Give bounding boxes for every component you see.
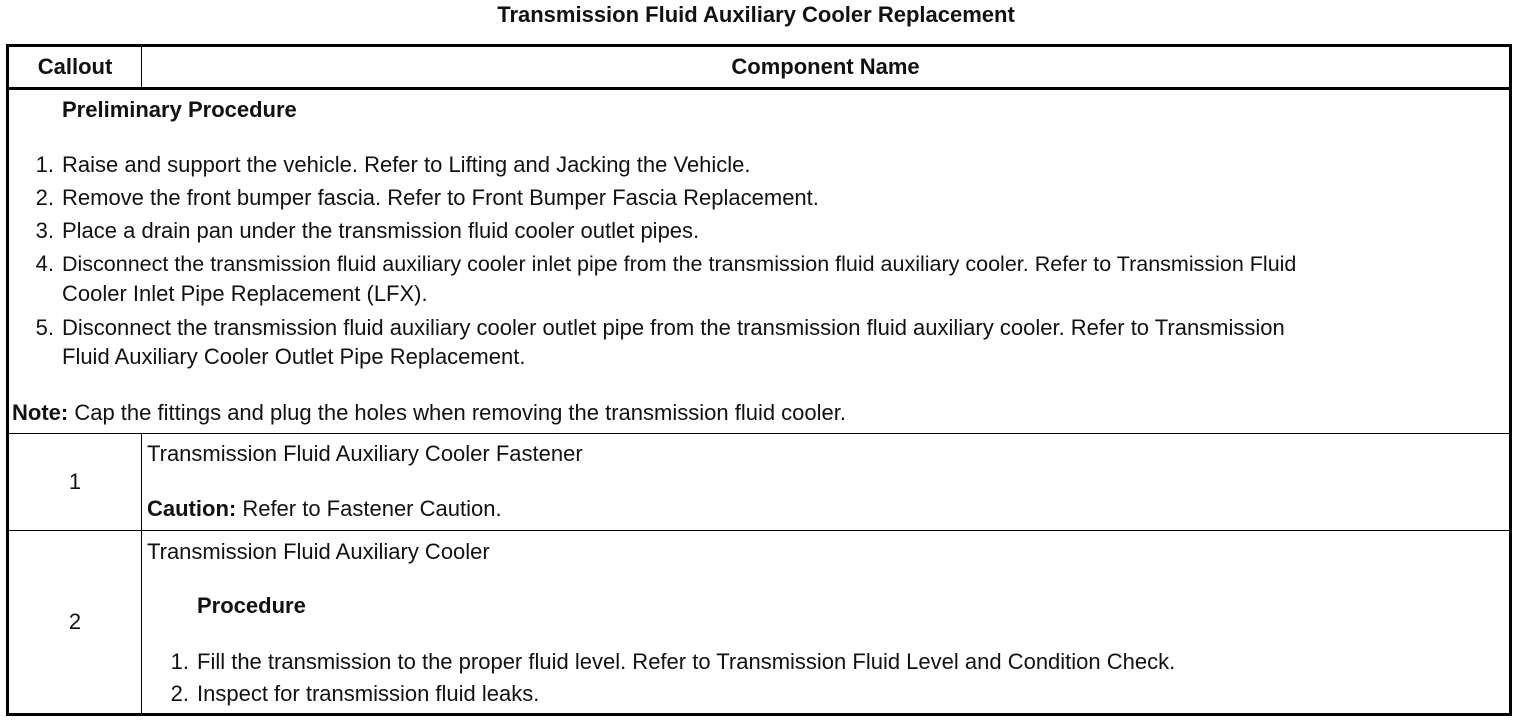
note-label: Note: [12, 400, 69, 425]
caution-text: Refer to Fastener Caution. [236, 496, 502, 521]
procedure-step-number: 1. [170, 649, 189, 674]
header-callout: Callout [37, 54, 113, 79]
preliminary-heading: Preliminary Procedure [62, 97, 297, 122]
callout-number: 2 [68, 609, 82, 634]
prelim-step-text: Raise and support the vehicle. Refer to Lifting and Jacking the Vehicle. [62, 152, 751, 177]
prelim-step-text-continued: Cooler Inlet Pipe Replacement (LFX). [62, 281, 428, 306]
component-name: Transmission Fluid Auxiliary Cooler Fastener [147, 441, 583, 466]
procedure-step-text: Inspect for transmission fluid leaks. [197, 681, 540, 706]
prelim-step-text: Disconnect the transmission fluid auxiliary cooler inlet pipe from the transmission fluid auxiliary cooler. Refer to Transmission Fluid [62, 252, 1297, 276]
callout-number: 1 [68, 469, 82, 494]
note [12, 399, 846, 427]
prelim-step-number: 2. [35, 185, 54, 210]
callout-column-divider [141, 433, 142, 713]
prelim-step-text: Remove the front bumper fascia. Refer to Front Bumper Fascia Replacement. [62, 185, 819, 210]
procedure-heading: Procedure [197, 593, 306, 618]
row-divider [9, 530, 1509, 531]
prelim-step-text-continued: Fluid Auxiliary Cooler Outlet Pipe Replacement. [62, 344, 526, 369]
prelim-step-number: 1. [35, 152, 54, 177]
note-text: Cap the fittings and plug the holes when removing the transmission fluid cooler. [68, 400, 846, 425]
prelim-step-text: Disconnect the transmission fluid auxiliary cooler outlet pipe from the transmission fluid auxiliary cooler. Refer to Transmission [62, 315, 1285, 340]
prelim-step-number: 4. [35, 251, 54, 276]
procedure-step-text: Fill the transmission to the proper fluid level. Refer to Transmission Fluid Level and Condition Check. [197, 649, 1176, 674]
caution [147, 495, 502, 523]
component-name: Transmission Fluid Auxiliary Cooler [147, 539, 490, 564]
prelim-step-number: 5. [35, 315, 54, 340]
page-title: Transmission Fluid Auxiliary Cooler Replacement [497, 2, 1015, 27]
caution-label: Caution: [147, 496, 237, 521]
procedure-step-number: 2. [170, 681, 189, 706]
prelim-step-number: 3. [35, 218, 54, 243]
header-divider [9, 87, 1509, 90]
header-component-name: Component Name [731, 54, 920, 79]
prelim-step-text: Place a drain pan under the transmission fluid cooler outlet pipes. [62, 218, 700, 243]
procedure-table [6, 44, 1512, 716]
row-divider [9, 433, 1509, 434]
